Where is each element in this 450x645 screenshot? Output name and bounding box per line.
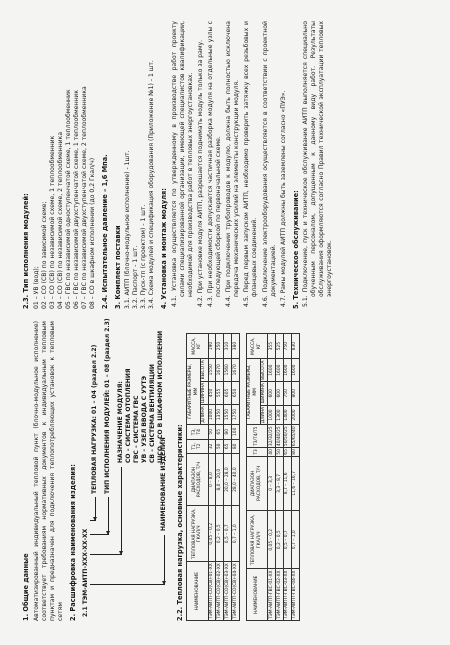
table-cell: 380 bbox=[232, 334, 240, 359]
table-cell: 2000 bbox=[291, 405, 299, 425]
table-row bbox=[291, 334, 299, 621]
table-cell: 250 bbox=[216, 334, 224, 359]
table-cell: 65/65/40 bbox=[292, 426, 298, 447]
table-cell: 50 bbox=[276, 449, 282, 455]
t2-h4: Т3/Т4/Т5 bbox=[246, 425, 267, 448]
module-type-item: 05 – ГВС по независимой одноступенчатой схеме, 1 теплообменник bbox=[64, 89, 72, 309]
table-cell: 0,5 – 0,7 bbox=[224, 506, 232, 562]
delivery-item: 3.3. Пуск-тп (с проектом) - 1 шт. bbox=[140, 204, 148, 309]
table-cell: 600 bbox=[276, 381, 284, 405]
table-cell: 40/40/25 bbox=[276, 426, 282, 447]
section-2-3-title: 2.3. Тип исполнения модулей: bbox=[22, 193, 30, 309]
table-cell: 20,0 – 28,0 bbox=[224, 453, 232, 505]
table-row bbox=[224, 334, 232, 621]
t1-h6: ШИРИНА bbox=[201, 382, 207, 403]
module-type-item: 04 – СО (СВ) по независимой схеме, 2 теплообменника bbox=[56, 131, 64, 309]
section-1-title: 1. Общие данные bbox=[22, 553, 30, 621]
table-cell: 50 bbox=[208, 424, 216, 439]
installation-item: 4.5. Перед первым запуском АИТП, необходимо проверить затяжку всех резьбовых и фланцевых соединений. bbox=[243, 21, 259, 307]
table-cell: 1000 bbox=[268, 405, 276, 425]
t1-h7: ВЫСОТА bbox=[201, 360, 207, 380]
module-type-item: 06 – ГВС по независимой двухступенчатой схеме, 1 теплообменник bbox=[72, 89, 80, 309]
t1-h0: НАИМЕНОВАНИЕ bbox=[187, 562, 208, 621]
t2-h2: ДИАПАЗОН РАСХОДОВ, Т/Ч bbox=[246, 456, 267, 510]
table-cell: 40 bbox=[268, 449, 274, 455]
t1-h1: ТЕПЛОВАЯ НАГРУЗКА, ГКАЛ/Ч bbox=[187, 506, 208, 562]
table-cell: 1670 bbox=[216, 359, 224, 382]
t1-group: ГАБАРИТНЫЕ РАЗМЕРЫ, ММ bbox=[187, 359, 201, 425]
table-cell: 0 – 8,0 bbox=[208, 453, 216, 505]
load-table-co bbox=[186, 333, 240, 621]
table-cell: ТЭМ-АИТП-ГВС-03-ХХ bbox=[284, 570, 290, 619]
table-cell: 0,2 – 0,5 bbox=[276, 511, 284, 569]
table-cell: 32 bbox=[208, 439, 216, 453]
table-cell: 750 bbox=[283, 381, 291, 405]
table-cell: 525 bbox=[276, 334, 284, 359]
table-cell: 28,0 – 40,0 bbox=[232, 453, 240, 505]
module-type-item: 08 – СО в шкафном исполнении (до 0,2 Гкал/ч) bbox=[88, 157, 96, 309]
section-1-text: Автоматизированный индивидуальный тепловой пункт (блочно-модульное исполнение) соответствует требованиям нормативных документов к индивидуальным тепловым пунктам и предназначен для подключения теплопотребляющих установок к тепловым сетям bbox=[32, 321, 64, 621]
installation-item: 4.2. При установке модуля АИТП, разрешается поднимать модуль только за раму. bbox=[197, 39, 205, 307]
table-cell: 555 bbox=[216, 381, 224, 405]
label-shco: ШСО – СО В ШКАФНОМ ИСПОЛНЕНИИ bbox=[156, 330, 164, 463]
t2-h1: ТЕПЛОВАЯ НАГРУЗКА, ГКАЛ/Ч bbox=[246, 511, 267, 569]
installation-item: 4.6. Подключение электрооборудования осуществляется в соответствии с проектной документацией. bbox=[261, 21, 277, 307]
table-cell: ТЭМ-АИТП-ГВС-04-ХХ bbox=[292, 570, 298, 619]
installation-item: 4.1. Установка осуществляется по утвержденному в производстве работ проекту силами специализированной организации, имеющей специалистов квалификации, необходимой для производства работ в тепловых энергоустановках. bbox=[171, 21, 195, 307]
t1-h3: Т1, Т2 bbox=[187, 439, 208, 453]
section-4-title: 4. Установка и монтаж модуля: bbox=[160, 188, 169, 309]
left-column bbox=[18, 318, 432, 621]
table-cell: 80 bbox=[292, 449, 298, 455]
table-cell: 1550 bbox=[208, 359, 216, 382]
label-thermal-load: ТЕПЛОВАЯ НАГРУЗКА: 01 – 04 (раздел 2.2) bbox=[90, 344, 98, 494]
table-cell: ТЭМ-АИТП-ГВС-02-ХХ bbox=[276, 570, 282, 619]
section-2-4-title: 2.4. Испытательное давление – 1,6 Мпа. bbox=[100, 154, 109, 309]
table-cell: 0 – 3,3 bbox=[268, 456, 276, 510]
table-cell: 1600 bbox=[268, 359, 276, 382]
table-cell: 65 bbox=[216, 424, 224, 439]
table-cell: 3,3 – 8,7 bbox=[276, 456, 284, 510]
table-cell: 50 bbox=[216, 439, 224, 453]
t2-h7: ВЫСОТА bbox=[261, 360, 267, 380]
delivery-item: 3.1. АИТП (блочно-модульное исполнение) - 1шт. bbox=[124, 150, 132, 309]
label-sv: СВ – СИСТЕМА ВЕНТИЛЯЦИИ bbox=[148, 364, 156, 463]
table-row bbox=[283, 334, 291, 621]
table-cell: 1750 bbox=[232, 405, 240, 425]
table-cell: 11,6 – 16,7 bbox=[291, 456, 299, 510]
table-cell: ТЭМ-АИТП-СО(СВ)-04-ХХ bbox=[232, 563, 238, 619]
table-row bbox=[276, 334, 284, 621]
t1-h5: ДЛИНА bbox=[201, 406, 207, 423]
installation-item: 4.7. Рамы модулей АИТП должны быть заземлены согласно «ПУЭ». bbox=[279, 90, 287, 307]
table-cell: 8,0 – 20,0 bbox=[216, 453, 224, 505]
table-row bbox=[208, 334, 216, 621]
table-cell: 1300 bbox=[276, 405, 284, 425]
section-3-title: 3. Комплект поставки bbox=[113, 225, 122, 309]
table-cell: 0,5 – 0,7 bbox=[283, 511, 291, 569]
table-cell: 1670 bbox=[232, 359, 240, 382]
delivery-item: 3.2. Паспорт - 1 шт. bbox=[132, 245, 140, 309]
table-row bbox=[268, 334, 276, 621]
table-cell: 80 bbox=[232, 439, 240, 453]
table-cell: 65 bbox=[284, 449, 290, 455]
table-cell: 355 bbox=[268, 334, 276, 359]
label-module-type: ТИП ИСПОЛНЕНИЯ МОДУЛЕЙ: 01 – 08 (раздел 2.3) bbox=[103, 318, 111, 494]
table-row bbox=[216, 334, 224, 621]
table-cell: ТЭМ-АИТП-СО(СВ)-01-ХХ bbox=[209, 563, 215, 619]
module-type-item: 01 – УВ (вод); bbox=[32, 266, 40, 309]
maintenance-item: 5.1. Подключение, пуск и техническое обслуживание АИТП выполняется специально обученным персоналом, допущенным к данному виду работ. Результаты обслуживания оформляются согласно Правил технической эксплуатации тепловых энергоустановок. bbox=[302, 21, 334, 307]
label-product-name: НАИМЕНОВАНИЕ ИЗДЕЛИЯ bbox=[159, 437, 167, 531]
label-module-purpose: НАЗНАЧЕНИЕ МОДУЛЯ: bbox=[116, 381, 124, 463]
table-cell: 800 bbox=[291, 381, 299, 405]
t2-h6: ШИРИНА bbox=[261, 383, 267, 404]
table-cell: 80 bbox=[224, 424, 232, 439]
table-cell: 1600 bbox=[283, 359, 291, 382]
t2-group: ГАБАРИТНЫЕ РАЗМЕРЫ, ММ bbox=[246, 359, 260, 425]
designation-scheme bbox=[80, 318, 172, 621]
right-column bbox=[18, 21, 432, 309]
table-cell: 310 bbox=[224, 334, 232, 359]
t2-h0: НАИМЕНОВАНИЕ bbox=[246, 569, 267, 621]
t1-h2: ДИАПАЗОН РАСХОДОВ, Т/Ч bbox=[187, 453, 208, 505]
load-table-gvs bbox=[246, 333, 300, 621]
table-cell: 1560 bbox=[224, 359, 232, 382]
t2-h3: Т3 bbox=[246, 448, 267, 457]
table-row bbox=[232, 334, 240, 621]
delivery-item: 3.4. Схема модулей и спецификация оборудования (Приложение №1) - 1 шт. bbox=[148, 60, 156, 309]
t1-h8: МАССА, КГ bbox=[187, 334, 208, 359]
table-cell: 1600 bbox=[291, 359, 299, 382]
label-uv: УВ – УЗЕЛ ВВОДА С УУТЭ bbox=[140, 376, 148, 463]
t2-h8: МАССА, КГ bbox=[246, 334, 267, 359]
installation-item: 4.4. При подключении трубопроводов к модулю, должна быть полностью исключена передача механических усилий на элементы конструкции модуля. bbox=[225, 21, 241, 307]
section-2-title: 2. Расшифровка наименования изделия: bbox=[68, 464, 77, 621]
table-cell: ТЭМ-АИТП-СО(СВ)-02-ХХ bbox=[216, 563, 222, 619]
label-co: СО – СИСТЕМА ОТОПЛЕНИЯ bbox=[124, 368, 132, 463]
designation-code: 2.1 ТЭМ-АИТП-ХХХ-ХХ-ХХ bbox=[81, 528, 89, 617]
table-cell: 1600 bbox=[276, 359, 284, 382]
t2-h5: ДЛИНА bbox=[261, 406, 267, 424]
table-cell: 750 bbox=[283, 334, 291, 359]
table-cell: 830 bbox=[291, 334, 299, 359]
section-2-2-title: 2.2. Тепловая нагрузка, основные характеристики: bbox=[175, 424, 184, 621]
table-cell: 100 bbox=[232, 424, 240, 439]
table-cell: 0,7 – 1,0 bbox=[232, 506, 240, 562]
section-5-title: 5. Техническое обслуживание: bbox=[291, 190, 300, 309]
installation-item: 4.3. При необходимости допускается частичная разборка модуля на отдельные узлы с последующей сборкой по первоначальной схеме. bbox=[207, 21, 223, 307]
table-cell: 0,05 – 0,2 bbox=[208, 506, 216, 562]
table-cell: 650 bbox=[232, 381, 240, 405]
table-cell: 1550 bbox=[224, 405, 232, 425]
table-cell: 605 bbox=[224, 381, 232, 405]
table-cell: 1400 bbox=[283, 405, 291, 425]
table-cell: ТЭМ-АИТП-СО(СВ)-03-ХХ bbox=[224, 563, 230, 619]
table-cell: ТЭМ-АИТП-ГВС-01-ХХ bbox=[268, 570, 274, 619]
table-cell: 1350 bbox=[216, 405, 224, 425]
table-cell: 8,7 – 11,6 bbox=[283, 456, 291, 510]
module-type-item: 02 – СО (СВ) по зависимой схеме; bbox=[40, 201, 48, 309]
table-cell: 1000 bbox=[208, 405, 216, 425]
table-cell: 0,7 – 1,0 bbox=[291, 511, 299, 569]
table-cell: 600 bbox=[268, 381, 276, 405]
table-cell: 0,05 – 0,2 bbox=[268, 511, 276, 569]
table-cell: 65 bbox=[224, 439, 232, 453]
table-cell: 0,2 – 0,5 bbox=[216, 506, 224, 562]
label-gvs: ГВС – СИСТЕМА ГВС bbox=[132, 395, 140, 463]
t1-h4: Т3, Т4 bbox=[187, 424, 208, 439]
table-cell: 190 bbox=[208, 334, 216, 359]
table-cell: 450 bbox=[208, 381, 216, 405]
table-cell: 50/50/25 bbox=[284, 426, 290, 447]
module-type-item: 03 – СО (СВ) по независимой схеме, 1 теплообменник bbox=[48, 135, 56, 309]
table-cell: 32/32/25 bbox=[268, 426, 274, 447]
module-type-item: 07 – ГВС по независимой двухступенчатой схеме, 2 теплообменника bbox=[80, 86, 88, 309]
